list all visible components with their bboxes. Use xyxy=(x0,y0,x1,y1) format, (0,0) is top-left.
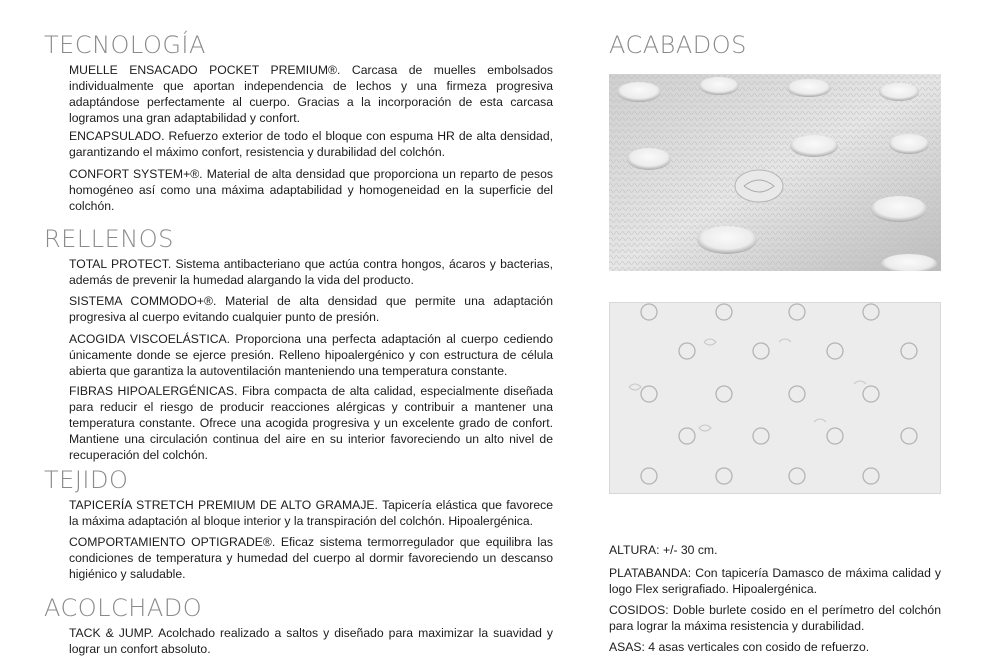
rellenos-item-viscoelastica: ACOGIDA VISCOELÁSTICA. Proporciona una perfecta adaptación al cuerpo cediendo únicamente donde se ejerce presión. Relleno hipoalergénico y con estructura de célula abierta que garantiza la autoventilación manteniendo una temperatura constante. xyxy=(69,332,553,378)
section-title-tecnologia: TECNOLOGÍA xyxy=(44,31,206,59)
tecnologia-item-encapsulado: ENCAPSULADO. Refuerzo exterior de todo el bloque con espuma HR de alta densidad, garantizando el máximo confort, resistencia y durabilidad del colchón. xyxy=(69,129,553,159)
tejido-item-tapiceria: TAPICERÍA STRETCH PREMIUM DE ALTO GRAMAJE. Tapicería elástica que favorece la máxima adaptación al bloque interior y la transpiración del colchón. Hipoalergénica. xyxy=(69,498,553,528)
rellenos-item-fibras: FIBRAS HIPOALERGÉNICAS. Fibra compacta de alta calidad, especialmente diseñada para reducir el riesgo de producir reacciones alérgicas y contribuir a mantener una temperatura constante. Ofrece una acogida progresiva y un excelente grado de confort. Mantiene una circulación continua del aire en su interior favoreciendo un alto nivel de recuperación del colchón. xyxy=(69,384,553,462)
spec-cosidos: COSIDOS: Doble burlete cosido en el perímetro del colchón para lograr la máxima resistencia y durabilidad. xyxy=(609,603,941,633)
section-title-acolchado: ACOLCHADO xyxy=(44,594,203,622)
tejido-item-optigrade: COMPORTAMIENTO OPTIGRADE®. Eficaz sistema termorregulador que equilibra las condiciones de temperatura y humedad del cuerpo al dormir favoreciendo un descanso higiénico y saludable. xyxy=(69,535,553,581)
mattress-quilted-photo xyxy=(609,74,941,271)
tecnologia-item-muelle: MUELLE ENSACADO POCKET PREMIUM®. Carcasa de muelles embolsados individualmente que aportan independencia de lechos y una firmeza progresiva adaptándose perfectamente al cuerpo. Gracias a la incorporación de esta carcasa logramos una gran adaptabilidad y confort. xyxy=(69,63,553,125)
spec-asas: ASAS: 4 asas verticales con cosido de refuerzo. xyxy=(609,640,870,654)
spec-platabanda: PLATABANDA: Con tapicería Damasco de máxima calidad y logo Flex serigrafiado. Hipoalergénica. xyxy=(609,566,941,596)
acolchado-item-tack-jump: TACK & JUMP. Acolchado realizado a saltos y diseñado para maximizar la suavidad y lograr un confort absoluto. xyxy=(69,626,553,656)
section-title-rellenos: RELLENOS xyxy=(44,225,174,253)
rellenos-item-commodo: SISTEMA COMMODO+®. Material de alta densidad que permite una adaptación progresiva al cuerpo evitando cualquier punto de presión. xyxy=(69,294,553,324)
spec-altura: ALTURA: +/- 30 cm. xyxy=(609,543,718,557)
section-title-acabados: ACABADOS xyxy=(609,31,747,59)
tecnologia-item-confort-system: CONFORT SYSTEM+®. Material de alta densidad que proporciona un reparto de pesos homogéneo así como una máxima adaptabilidad y homogeneidad en la superficie del colchón. xyxy=(69,167,553,213)
mattress-fabric-photo xyxy=(609,302,941,494)
rellenos-item-total-protect: TOTAL PROTECT. Sistema antibacteriano que actúa contra hongos, ácaros y bacterias, además de prevenir la humedad alargando la vida del producto. xyxy=(69,257,553,287)
section-title-tejido: TEJIDO xyxy=(44,466,129,494)
